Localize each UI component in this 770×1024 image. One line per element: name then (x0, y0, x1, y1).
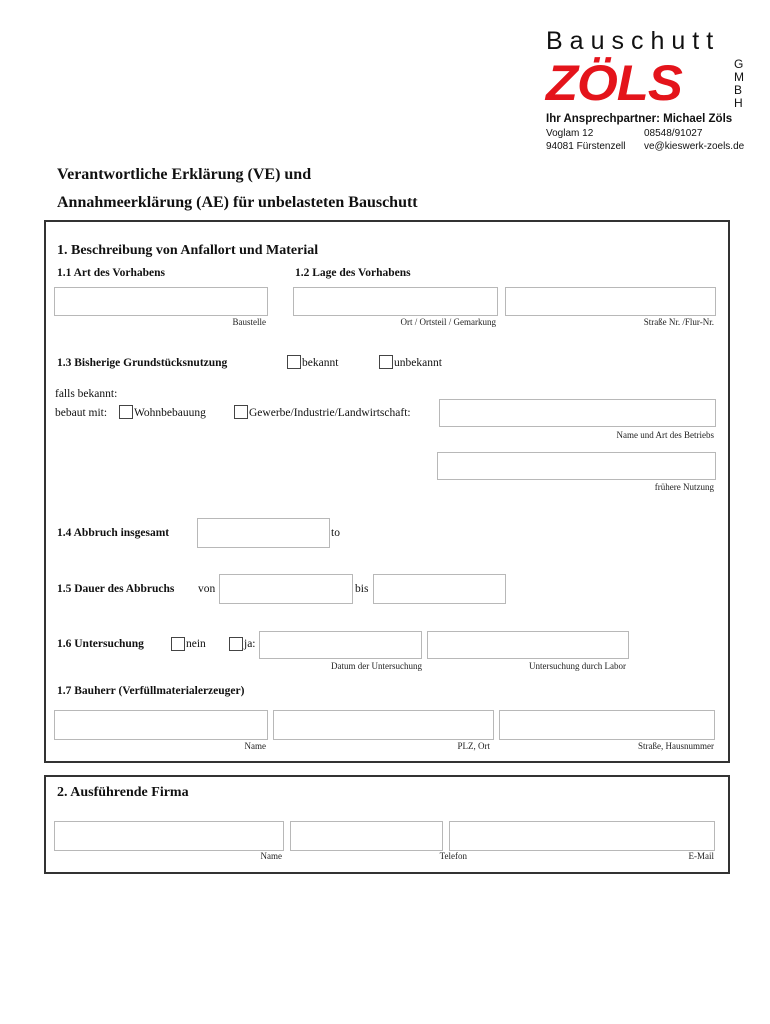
ja-label: ja: (244, 638, 256, 650)
logo-gmbh-b: B (734, 83, 743, 97)
firma-email-input[interactable] (449, 821, 715, 851)
nein-checkbox[interactable] (171, 637, 185, 651)
section2-heading: 2. Ausführende Firma (57, 785, 189, 800)
contact-address2: 94081 Fürstenzell (546, 141, 626, 152)
baustelle-caption: Baustelle (232, 317, 266, 327)
von-label: von (198, 583, 216, 595)
falls-bekannt-label: falls bekannt: (55, 388, 118, 400)
strasse-flur-input[interactable] (505, 287, 716, 316)
logo-bauschutt: Bauschutt (546, 27, 721, 55)
fruehere-nutzung-caption: frühere Nutzung (654, 482, 714, 492)
labor-caption: Untersuchung durch Labor (529, 661, 626, 671)
logo-gmbh-m: M (734, 70, 744, 84)
betrieb-caption: Name und Art des Betriebs (616, 430, 714, 440)
bauherr-plz-input[interactable] (273, 710, 494, 740)
firma-telefon-caption: Telefon (439, 851, 467, 861)
datum-untersuchung-input[interactable] (259, 631, 422, 659)
bauherr-name-caption: Name (244, 741, 266, 751)
logo-gmbh-g: G (734, 57, 744, 71)
bauherr-label: 1.7 Bauherr (Verfüllmaterialerzeuger) (57, 685, 245, 697)
ort-caption: Ort / Ortsteil / Gemarkung (400, 317, 496, 327)
logo-zoels: ZÖLS (546, 55, 682, 111)
gewerbe-checkbox[interactable] (234, 405, 248, 419)
dauer-von-input[interactable] (219, 574, 353, 604)
document-title-line1: Verantwortliche Erklärung (VE) und (57, 166, 312, 183)
abbruch-input[interactable] (197, 518, 330, 548)
bis-label: bis (355, 583, 369, 595)
document-title-line2: Annahmeerklärung (AE) für unbelasteten Bauschutt (57, 194, 418, 211)
bekannt-checkbox[interactable] (287, 355, 301, 369)
wohnbebauung-label: Wohnbebauung (134, 407, 206, 419)
bauherr-name-input[interactable] (54, 710, 268, 740)
abbruch-label: 1.4 Abbruch insgesamt (57, 527, 170, 539)
fruehere-nutzung-input[interactable] (437, 452, 716, 480)
contact-email: ve@kieswerk-zoels.de (644, 141, 745, 152)
unbekannt-label: unbekannt (394, 357, 442, 369)
logo-gmbh (734, 58, 744, 110)
untersuchung-label: 1.6 Untersuchung (57, 638, 144, 650)
abbruch-unit: to (331, 527, 340, 539)
contact-phone: 08548/91027 (644, 128, 703, 139)
nutzung-label: 1.3 Bisherige Grundstücksnutzung (57, 357, 228, 369)
nein-label: nein (186, 638, 206, 650)
betrieb-input[interactable] (439, 399, 716, 427)
lage-vorhaben-label: 1.2 Lage des Vorhabens (295, 267, 411, 279)
firma-name-input[interactable] (54, 821, 284, 851)
bauherr-strasse-input[interactable] (499, 710, 715, 740)
section1-heading: 1. Beschreibung von Anfallort und Material (57, 243, 319, 258)
datum-caption: Datum der Untersuchung (331, 661, 422, 671)
bauherr-strasse-caption: Straße, Hausnummer (638, 741, 714, 751)
gewerbe-label: Gewerbe/Industrie/Landwirtschaft: (249, 407, 411, 419)
firma-email-caption: E-Mail (688, 851, 714, 861)
ort-input[interactable] (293, 287, 498, 316)
dauer-bis-input[interactable] (373, 574, 506, 604)
baustelle-input[interactable] (54, 287, 268, 316)
ja-checkbox[interactable] (229, 637, 243, 651)
strasse-caption: Straße Nr. /Flur-Nr. (643, 317, 714, 327)
labor-input[interactable] (427, 631, 629, 659)
bauherr-plz-caption: PLZ, Ort (457, 741, 490, 751)
art-vorhaben-label: 1.1 Art des Vorhabens (57, 267, 165, 279)
contact-title: Ihr Ansprechpartner: Michael Zöls (546, 113, 733, 125)
firma-name-caption: Name (260, 851, 282, 861)
bekannt-label: bekannt (302, 357, 339, 369)
wohnbebauung-checkbox[interactable] (119, 405, 133, 419)
dauer-label: 1.5 Dauer des Abbruchs (57, 583, 175, 595)
unbekannt-checkbox[interactable] (379, 355, 393, 369)
firma-telefon-input[interactable] (290, 821, 443, 851)
contact-address1: Voglam 12 (546, 128, 594, 139)
bebaut-mit-label: bebaut mit: (55, 407, 108, 419)
logo-gmbh-h: H (734, 96, 743, 110)
